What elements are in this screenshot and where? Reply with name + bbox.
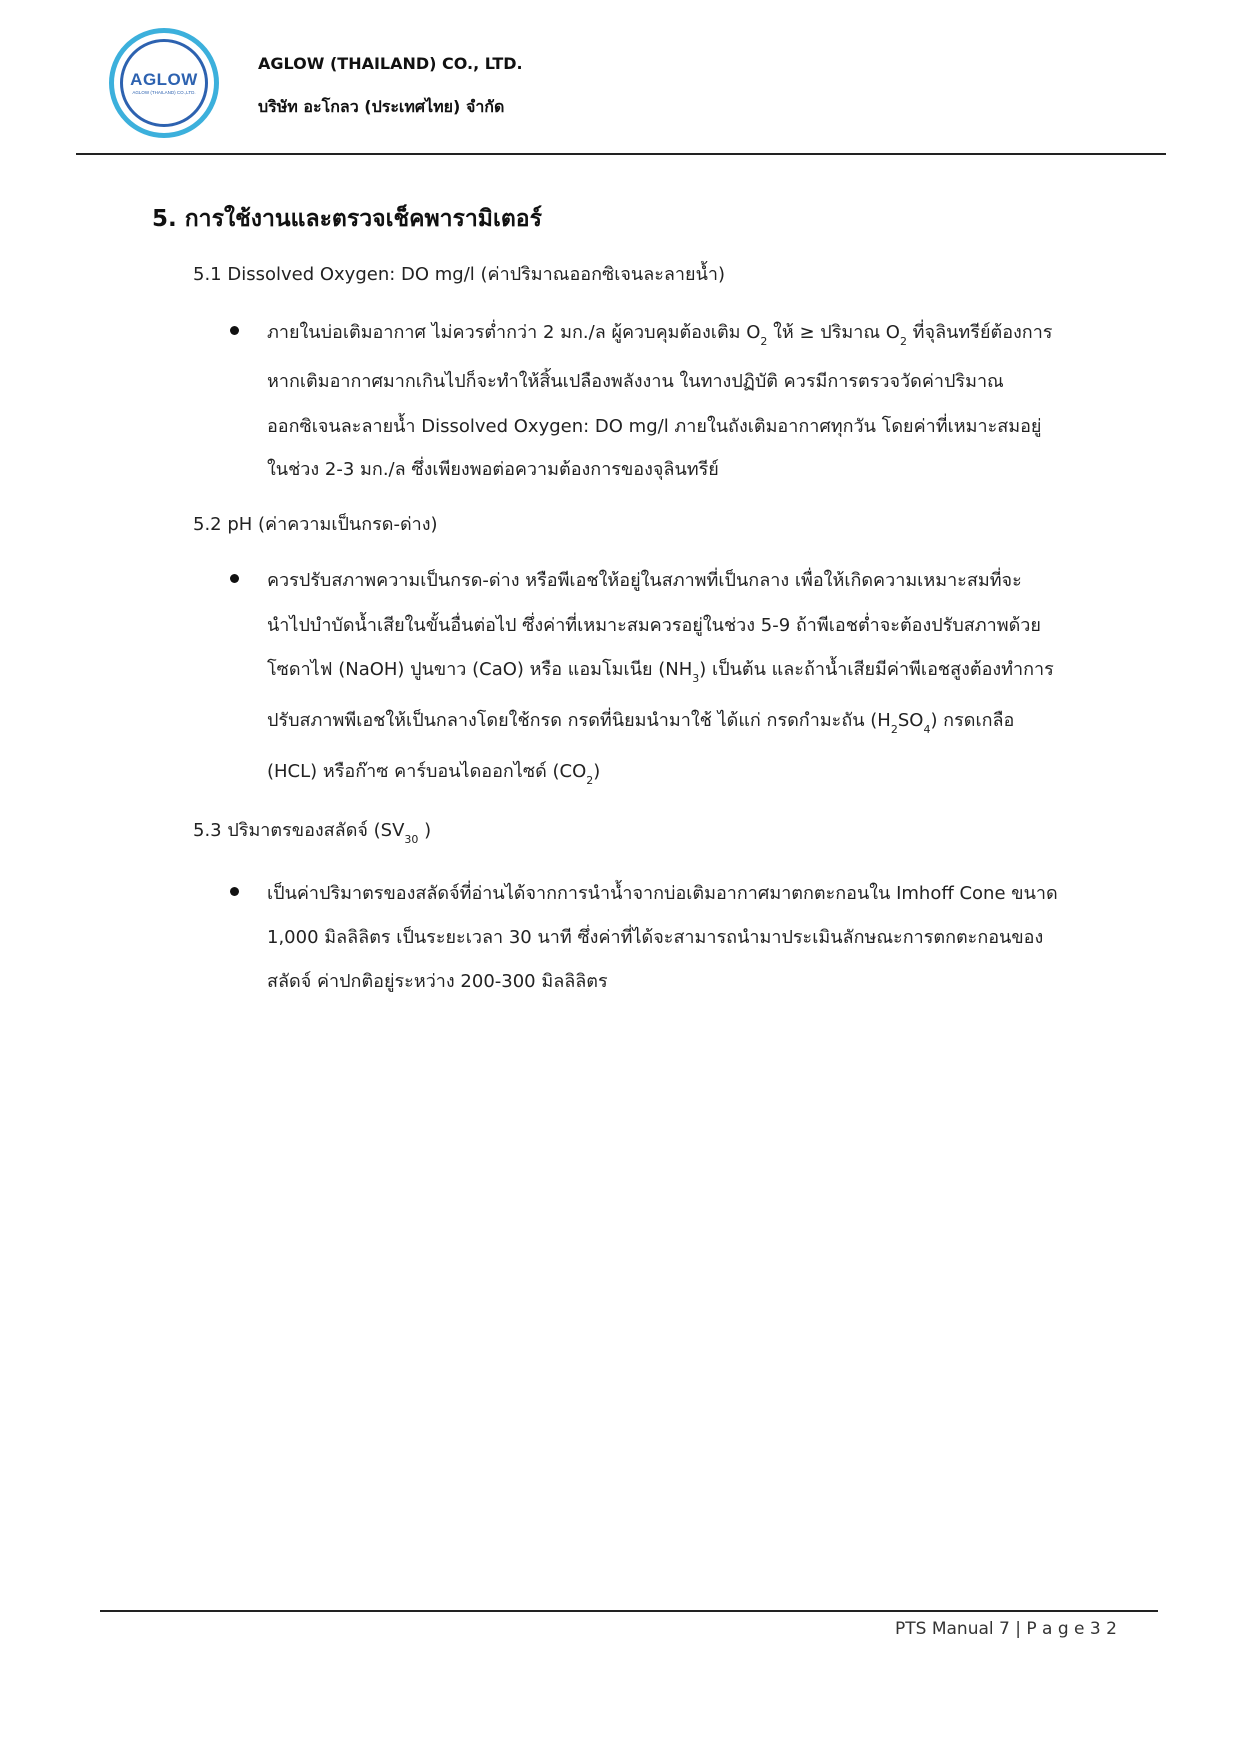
- subscript: 2: [899, 335, 907, 348]
- logo-inner-circle: [120, 39, 208, 127]
- paragraph-line: นำไปบำบัดน้ำเสียในขั้นอื่นต่อไป ซึ่งค่าที่เหมาะสมควรอยู่ในช่วง 5-9 ถ้าพีเอชต่ำจะต้องปรับสภาพด้วย: [267, 615, 1041, 636]
- paragraph-line: หากเติมอากาศมากเกินไปก็จะทำให้สิ้นเปลืองพลังงาน ในทางปฏิบัติ ควรมีการตรวจวัดค่าปริมาณ: [267, 371, 1004, 392]
- subscript: 3: [692, 672, 700, 685]
- company-name-th: บริษัท อะโกลว (ประเทศไทย) จำกัด: [258, 97, 505, 116]
- paragraph-line: ควรปรับสภาพความเป็นกรด-ด่าง หรือพีเอชให้อยู่ในสภาพที่เป็นกลาง เพื่อให้เกิดความเหมาะสมที่จะ: [267, 570, 1022, 591]
- paragraph-line: เป็นค่าปริมาตรของสลัดจ์ที่อ่านได้จากการนำน้ำจากบ่อเติมอากาศมาตกตะกอนใน Imhoff Cone ขนาด: [267, 883, 1058, 904]
- company-logo: [109, 28, 219, 138]
- subsection-heading-do: 5.1 Dissolved Oxygen: DO mg/l (ค่าปริมาณออกซิเจนละลายน้ำ): [193, 264, 726, 285]
- paragraph-line: ในช่วง 2-3 มก./ล ซึ่งเพียงพอต่อความต้องการของจุลินทรีย์: [267, 459, 719, 480]
- text-span: (HCL) หรือก๊าซ คาร์บอนไดออกไซด์ (CO: [267, 761, 587, 782]
- footer-divider: [100, 1610, 1158, 1612]
- logo-text: AGLOW: [130, 70, 198, 89]
- text-span: ภายในบ่อเติมอากาศ ไม่ควรต่ำกว่า 2 มก./ล ผู้ควบคุมต้องเติม O: [267, 322, 761, 343]
- subscript: 2: [586, 774, 594, 787]
- text-span: โซดาไฟ (NaOH) ปูนขาว (CaO) หรือ แอมโมเนีย (NH: [267, 659, 693, 680]
- logo-subtext: AGLOW (THAILAND) CO.,LTD.: [132, 90, 196, 95]
- paragraph-line: [267, 705, 1014, 736]
- text-span: SO: [897, 710, 924, 731]
- paragraph-line: [267, 317, 1052, 348]
- text-span: ให้ ≥ ปริมาณ O: [767, 322, 900, 343]
- subscript: 4: [923, 723, 931, 736]
- subscript: 2: [890, 723, 898, 736]
- paragraph-line: ออกซิเจนละลายน้ำ Dissolved Oxygen: DO mg/l ภายในถังเติมอากาศทุกวัน โดยค่าที่เหมาะสมอยู่: [267, 416, 1042, 437]
- paragraph-line: 1,000 มิลลิลิตร เป็นระยะเวลา 30 นาที ซึ่งค่าที่ได้จะสามารถนำมาประเมินลักษณะการตกตะกอนของ: [267, 927, 1044, 948]
- subscript: 2: [760, 335, 768, 348]
- subsection-heading-sv30: [193, 815, 431, 846]
- bullet-point: [230, 887, 239, 896]
- text-span: 5.3 ปริมาตรของสลัดจ์ (SV: [193, 820, 405, 841]
- text-span: ) เป็นต้น และถ้าน้ำเสียมีค่าพีเอชสูงต้องทำการ: [699, 659, 1054, 680]
- company-name-en: AGLOW (THAILAND) CO., LTD.: [258, 54, 523, 73]
- paragraph-line: [267, 654, 1054, 685]
- text-span: ): [418, 820, 432, 841]
- header-divider: [76, 153, 1166, 155]
- paragraph-line: [267, 756, 600, 787]
- text-span: ที่จุลินทรีย์ต้องการ: [906, 322, 1053, 343]
- text-span: ): [593, 761, 601, 782]
- text-span: ปรับสภาพพีเอชให้เป็นกลางโดยใช้กรด กรดที่นิยมนำมาใช้ ได้แก่ กรดกำมะถัน (H: [267, 710, 891, 731]
- text-span: ) กรดเกลือ: [930, 710, 1015, 731]
- section-title: 5. การใช้งานและตรวจเช็คพารามิเตอร์: [152, 206, 542, 232]
- bullet-point: [230, 326, 239, 335]
- subscript: 30: [404, 833, 419, 846]
- paragraph-line: สลัดจ์ ค่าปกติอยู่ระหว่าง 200-300 มิลลิลิตร: [267, 971, 608, 992]
- bullet-point: [230, 574, 239, 583]
- page-footer: PTS Manual 7 | P a g e 3 2: [895, 1619, 1117, 1639]
- subsection-heading-ph: 5.2 pH (ค่าความเป็นกรด-ด่าง): [193, 514, 438, 535]
